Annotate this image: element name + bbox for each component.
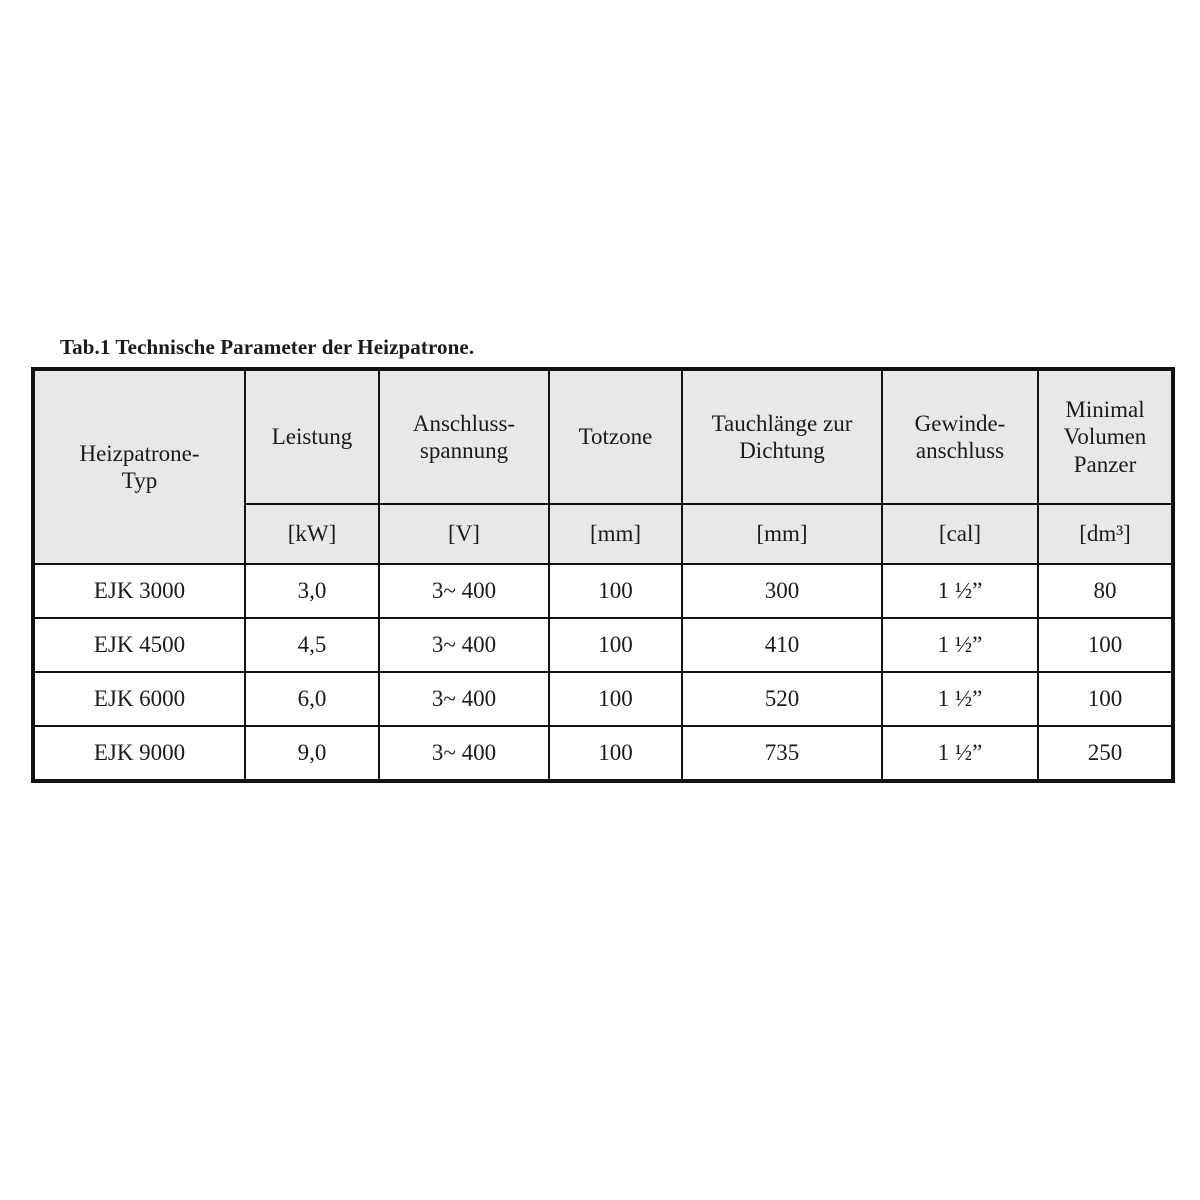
cell-power: 4,5 (245, 618, 379, 672)
unit-cell-voltage: [V] (379, 504, 549, 564)
unit-cell-thread: [cal] (882, 504, 1038, 564)
cell-type: EJK 3000 (33, 564, 245, 618)
cell-depth: 735 (682, 726, 882, 781)
table-row (33, 672, 1173, 726)
header-line: Totzone (578, 424, 653, 450)
cell-deadzone: 100 (549, 618, 682, 672)
header-line: Dichtung (739, 438, 825, 463)
header-line: Minimal (1065, 397, 1145, 423)
cell-thread: 1 ½” (882, 564, 1038, 618)
header-line: Typ (121, 468, 158, 493)
cell-type: EJK 6000 (33, 672, 245, 726)
header-cell-power (245, 369, 379, 504)
header-line: Tauchlänge zur (711, 410, 853, 436)
cell-thread: 1 ½” (882, 726, 1038, 781)
table-row (33, 726, 1173, 781)
unit-cell-volume: [dm³] (1038, 504, 1173, 564)
unit-cell-depth: [mm] (682, 504, 882, 564)
header-cell-type (33, 369, 245, 564)
cell-deadzone: 100 (549, 564, 682, 618)
cell-type: EJK 9000 (33, 726, 245, 781)
header-line: Leistung (271, 424, 353, 450)
header-line: Anschluss- (412, 410, 516, 436)
cell-deadzone: 100 (549, 672, 682, 726)
cell-depth: 520 (682, 672, 882, 726)
cell-volume: 250 (1038, 726, 1173, 781)
cell-power: 3,0 (245, 564, 379, 618)
header-cell-volume (1038, 369, 1173, 504)
cell-power: 6,0 (245, 672, 379, 726)
cell-volume: 80 (1038, 564, 1173, 618)
header-line: Gewinde- (914, 410, 1006, 436)
cell-type: EJK 4500 (33, 618, 245, 672)
table-caption: Tab.1 Technische Parameter der Heizpatrone. (60, 335, 475, 359)
cell-power: 9,0 (245, 726, 379, 781)
cell-thread: 1 ½” (882, 672, 1038, 726)
table-body (33, 564, 1173, 781)
header-line: Panzer (1073, 451, 1137, 477)
technical-parameters-table (31, 367, 1175, 783)
table-header (33, 369, 1173, 564)
cell-thread: 1 ½” (882, 618, 1038, 672)
cell-voltage: 3~ 400 (379, 726, 549, 781)
cell-deadzone: 100 (549, 726, 682, 781)
cell-voltage: 3~ 400 (379, 672, 549, 726)
header-cell-voltage (379, 369, 549, 504)
table-row (33, 564, 1173, 618)
header-row-names (33, 369, 1173, 504)
cell-depth: 300 (682, 564, 882, 618)
header-line: spannung (419, 438, 509, 463)
cell-volume: 100 (1038, 672, 1173, 726)
unit-cell-power: [kW] (245, 504, 379, 564)
header-cell-deadzone (549, 369, 682, 504)
table-row (33, 618, 1173, 672)
unit-cell-deadzone: [mm] (549, 504, 682, 564)
cell-voltage: 3~ 400 (379, 618, 549, 672)
header-line: Volumen (1063, 424, 1147, 450)
header-line: anschluss (915, 438, 1005, 463)
header-line: Heizpatrone- (79, 440, 200, 466)
table-container (31, 367, 1171, 783)
cell-voltage: 3~ 400 (379, 564, 549, 618)
cell-volume: 100 (1038, 618, 1173, 672)
header-cell-thread (882, 369, 1038, 504)
cell-depth: 410 (682, 618, 882, 672)
header-cell-depth (682, 369, 882, 504)
